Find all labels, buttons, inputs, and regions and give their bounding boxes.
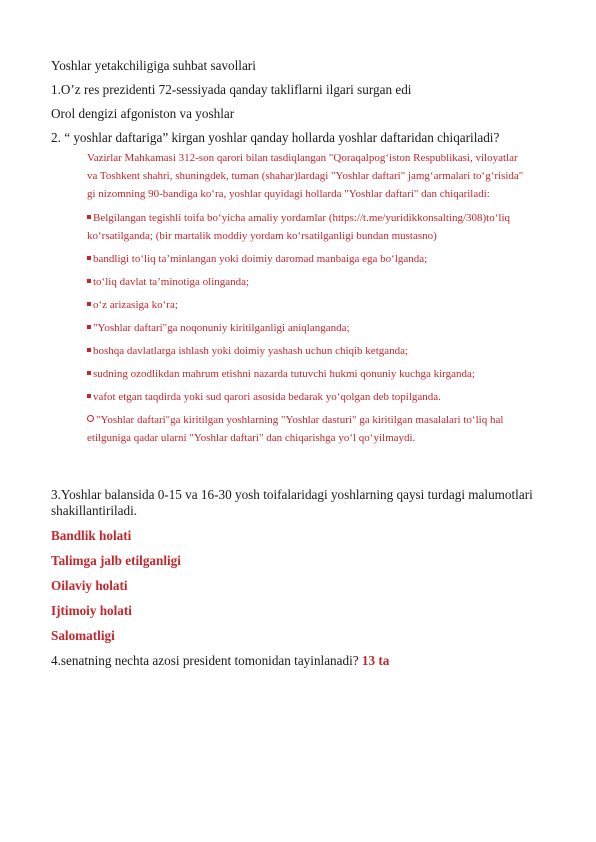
question-4-text: 4.senatning nechta azosi president tomonidan tayinlanadi? <box>51 653 359 668</box>
answer-item: sudning ozodlikdan mahrum etishni nazarda tutuvchi hukmi qonuniy kuchga kirganda; <box>87 365 527 383</box>
question-1: 1.O’z res prezidenti 72-sessiyada qanday takliflarni ilgari surgan edi <box>51 82 412 97</box>
question-4 <box>51 653 551 669</box>
question-3-answer: Bandlik holati <box>51 528 132 543</box>
square-bullet-icon <box>87 348 91 352</box>
document-page <box>51 58 551 669</box>
question-3-answer: Salomatligi <box>51 628 115 643</box>
answer-final: "Yoshlar daftari"ga kiritilgan yoshlarning "Yoshlar dasturi" ga kiritilgan masalalari to‘liq hal etilguniga qadar ularni "Yoshlar daftari" dan chiqarishga yo‘l qo‘yilmaydi. <box>87 414 504 444</box>
answer-item: "Yoshlar daftari"ga noqonuniy kiritilganligi aniqlanganda; <box>87 319 527 337</box>
question-2-answer <box>87 149 527 447</box>
circle-bullet-icon <box>87 415 94 422</box>
document-title: Yoshlar yetakchiligiga suhbat savollari <box>51 58 256 73</box>
question-3-answer: Ijtimoiy holati <box>51 603 132 618</box>
square-bullet-icon <box>87 371 91 375</box>
question-4-answer: 13 ta <box>361 653 390 668</box>
question-3-answer: Oilaviy holati <box>51 578 128 593</box>
question-1-note: Orol dengizi afgoniston va yoshlar <box>51 106 235 121</box>
answer-item: boshqa davlatlarga ishlash yoki doimiy yashash uchun chiqib ketganda; <box>87 342 527 360</box>
square-bullet-icon <box>87 256 91 260</box>
question-3: 3.Yoshlar balansida 0-15 va 16-30 yosh toifalaridagi yoshlarning qaysi turdagi malumotlari shakillantiriladi. <box>51 487 533 518</box>
question-3-answer: Talimga jalb etilganligi <box>51 553 181 568</box>
question-2: 2. “ yoshlar daftariga” kirgan yoshlar qanday hollarda yoshlar daftaridan chiqariladi? <box>51 130 500 145</box>
square-bullet-icon <box>87 325 91 329</box>
answer-item: to‘liq davlat ta’minotiga olinganda; <box>87 273 527 291</box>
square-bullet-icon <box>87 215 91 219</box>
answer-item: bandligi to‘liq ta’minlangan yoki doimiy daromad manbaiga ega bo‘lganda; <box>87 250 527 268</box>
square-bullet-icon <box>87 302 91 306</box>
answer-item: Belgilangan tegishli toifa bo‘yicha amaliy yordamlar (https://t.me/yuridikkonsalting/308)to‘liq ko‘rsatilganda; (bir martalik moddiy yordam ko‘rsatilganligi bundan mustasno) <box>87 212 511 242</box>
square-bullet-icon <box>87 394 91 398</box>
square-bullet-icon <box>87 279 91 283</box>
answer-intro: Vazirlar Mahkamasi 312-son qarori bilan tasdiqlangan "Qoraqalpog‘iston Respublikasi, viloyatlar va Toshkent shahri, shuningdek, tuman (shahar)lardagi "Yoshlar daftari" jamg‘armalari to‘g‘risida" gi nizomning 90-bandiga ko‘ra, yoshlar quyidagi hollarda "Yoshlar daftari" dan chiqariladi: <box>87 152 524 200</box>
answer-item: o‘z arizasiga ko‘ra; <box>87 296 527 314</box>
answer-item: vafot etgan taqdirda yoki sud qarori asosida bedarak yo‘qolgan deb topilganda. <box>87 388 527 406</box>
